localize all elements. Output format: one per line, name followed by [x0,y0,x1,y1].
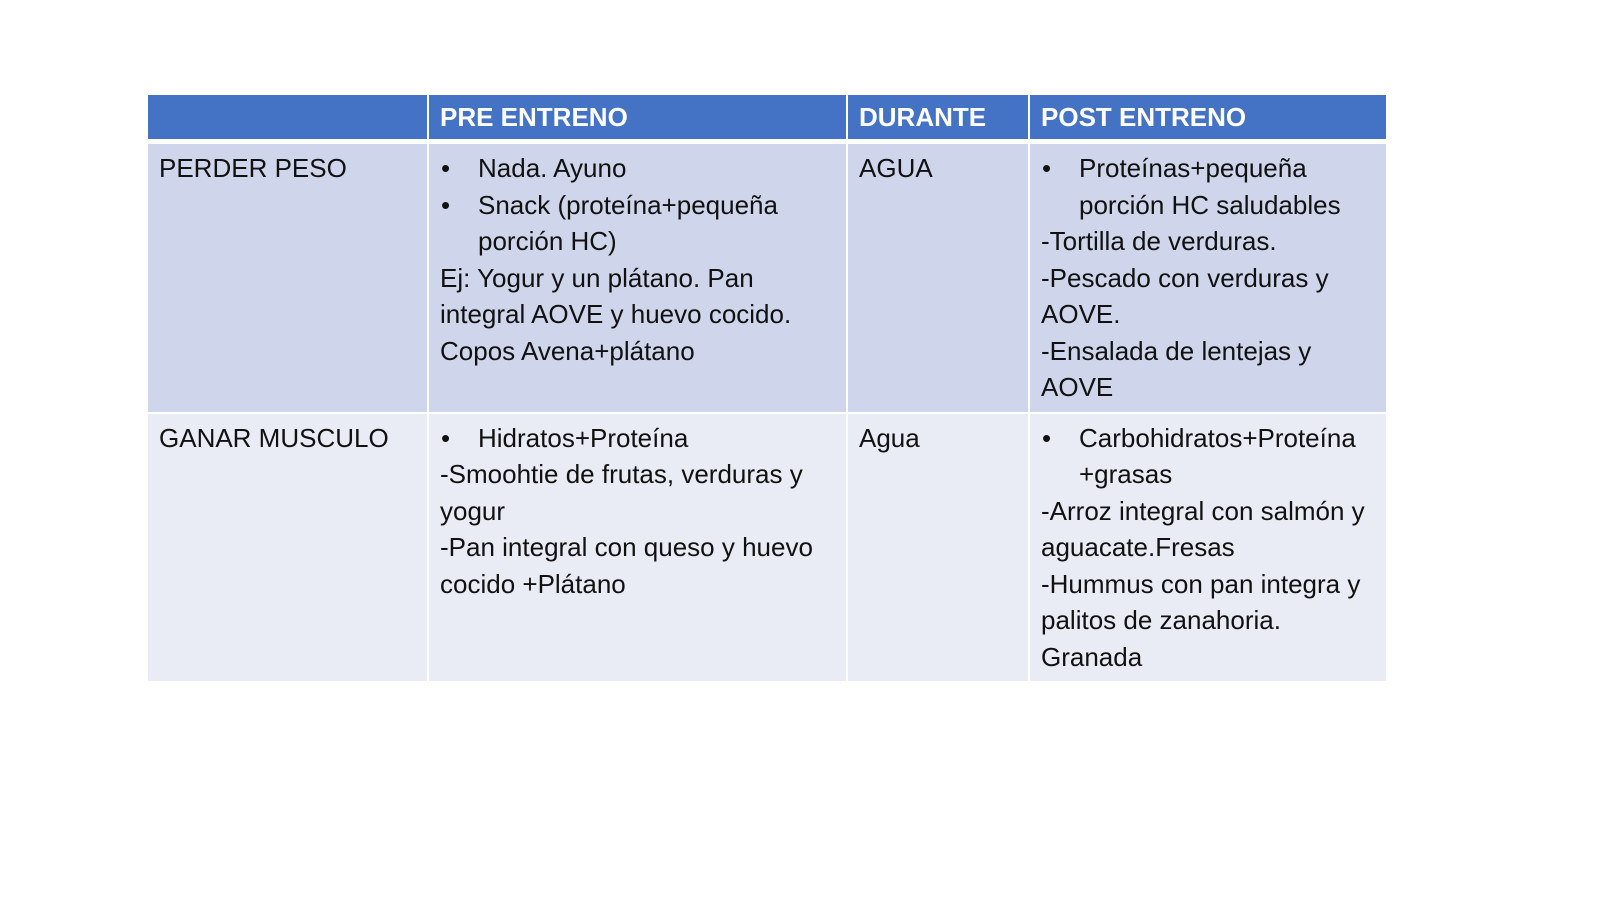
header-cell-empty [148,95,428,142]
durante-cell: AGUA [847,142,1029,413]
text-line: -Smoohtie de frutas, verduras y yogur [440,459,803,526]
text-line: -Pescado con verduras y AOVE. [1041,262,1329,329]
header-cell-post-entreno: POST ENTRENO [1029,95,1386,142]
text-line: -Pan integral con queso y huevo cocido +Plátano [440,532,813,599]
bullet-item: • Snack (proteína+pequeña porción HC) [440,187,835,260]
durante-cell: Agua [847,413,1029,682]
table-row [148,413,1386,682]
bullet-item: • Proteínas+pequeña porción HC saludables [1041,150,1375,223]
text-line: Ej: Yogur y un plátano. Pan integral AOVE y huevo cocido. [440,262,792,329]
text-line: Copos Avena+plátano [440,335,695,366]
text-line: Granada [1041,641,1143,672]
table-row [148,142,1386,413]
header-row [148,95,1386,142]
post-entreno-cell [1029,413,1386,682]
pre-entreno-cell [428,413,847,682]
text-line: -Hummus con pan integra y palitos de zanahoria. [1041,568,1361,635]
post-entreno-cell [1029,142,1386,413]
pre-entreno-cell [428,142,847,413]
row-label-cell: PERDER PESO [148,142,428,413]
text-line: -Arroz integral con salmón y aguacate.Fresas [1041,495,1365,562]
bullet-item: • Carbohidratos+Proteína +grasas [1041,420,1375,493]
header-cell-durante: DURANTE [847,95,1029,142]
text-line: -Ensalada de lentejas y AOVE [1041,335,1312,402]
bullet-item: • Nada. Ayuno [440,150,835,187]
bullet-item: • Hidratos+Proteína [440,420,835,457]
nutrition-table [148,95,1386,681]
row-label-cell: GANAR MUSCULO [148,413,428,682]
header-cell-pre-entreno: PRE ENTRENO [428,95,847,142]
text-line: -Tortilla de verduras. [1041,226,1277,256]
